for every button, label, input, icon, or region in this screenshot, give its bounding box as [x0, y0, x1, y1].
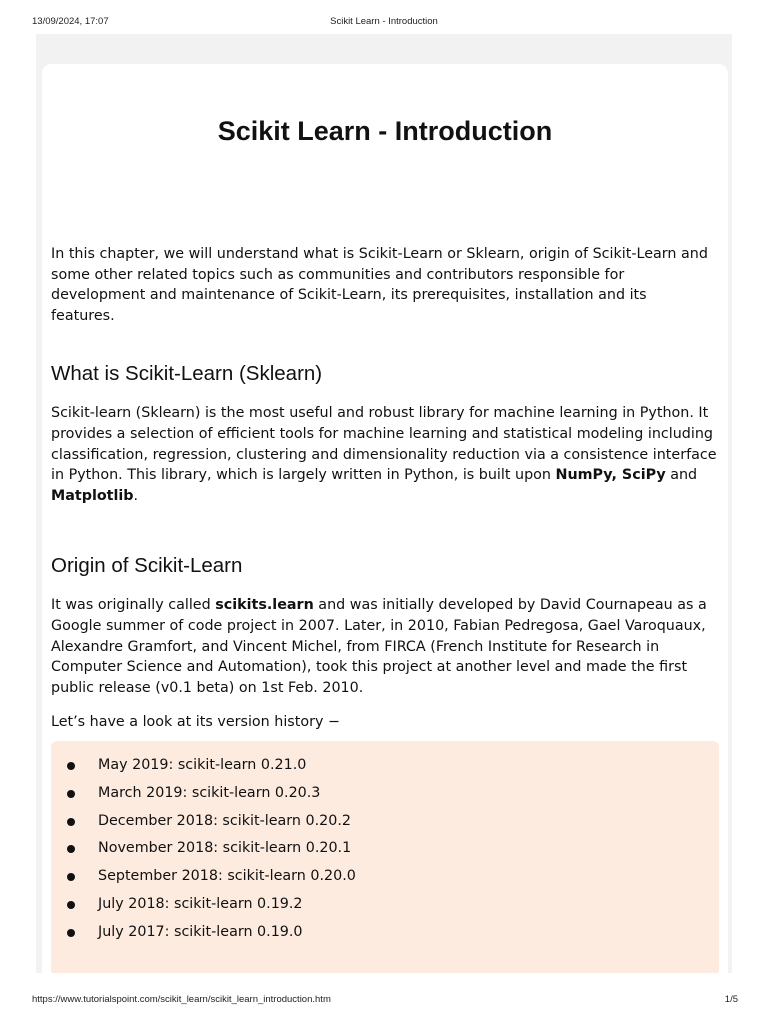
page-frame	[36, 34, 732, 973]
list-item	[51, 894, 356, 922]
print-header	[0, 16, 768, 30]
print-footer	[0, 994, 768, 1008]
section-heading-what-is: What is Scikit-Learn (Sklearn)	[51, 362, 323, 386]
bold-numpy-scipy: NumPy, SciPy	[555, 467, 666, 484]
intro-paragraph: In this chapter, we will understand what is Scikit-Learn or Sklearn, origin of Scikit-Learn and some other related topics such as communities and contributors responsible for development and maintenance of Scikit-Learn, its prerequisites, installation and its features.	[51, 246, 708, 324]
print-page-number: 1/5	[724, 994, 738, 1005]
origin-paragraph	[51, 595, 723, 698]
version-text: July 2018: scikit-learn 0.19.2	[98, 895, 303, 912]
bullet-icon	[67, 845, 75, 853]
list-item	[51, 866, 356, 894]
bullet-icon	[67, 790, 75, 798]
bullet-icon	[67, 762, 75, 770]
list-item	[51, 783, 356, 811]
version-text: March 2019: scikit-learn 0.20.3	[98, 784, 321, 801]
bold-scikits-learn: scikits.learn	[215, 597, 314, 614]
list-item	[51, 811, 356, 839]
print-datetime: 13/09/2024, 17:07	[32, 16, 109, 27]
origin-text-rest: and was initially developed by David Cournapeau as a Google summer of code project in 2007. Later, in 2010, Fabian Pedregosa, Gael Varoquaux, Alexandre Gramfort, and Vincent Michel, from FIRCA (French Institute for Research in Computer Science and Automation), took this project at another level and made the first public release (v0.1 beta) on 1st Feb. 2010.	[51, 597, 707, 696]
version-text: July 2017: scikit-learn 0.19.0	[98, 923, 303, 940]
bullet-icon	[67, 818, 75, 826]
version-text: November 2018: scikit-learn 0.20.1	[98, 840, 352, 857]
version-history-lead: Let’s have a look at its version history −	[51, 714, 340, 731]
bullet-icon	[67, 929, 75, 937]
what-is-text: Scikit-learn (Sklearn) is the most useful and robust library for machine learning in Python. It provides a selection of efficient tools for machine learning and statistical modeling including classification, regression, clustering and dimensionality reduction via a consistence interface in Python. This library, which is largely written in Python, is built upon	[51, 405, 717, 484]
bullet-icon	[67, 873, 75, 881]
bold-matplotlib: Matplotlib	[51, 487, 134, 504]
version-text: May 2019: scikit-learn 0.21.0	[98, 757, 307, 773]
article-card	[42, 64, 728, 973]
list-item	[51, 922, 356, 950]
what-is-end: .	[133, 487, 139, 504]
what-is-paragraph	[51, 403, 721, 506]
version-history-box	[51, 741, 719, 973]
version-text: December 2018: scikit-learn 0.20.2	[98, 812, 351, 829]
section-heading-origin: Origin of Scikit-Learn	[51, 554, 243, 578]
page-title: Scikit Learn - Introduction	[217, 116, 553, 146]
list-item	[51, 755, 356, 783]
what-is-and: and	[665, 467, 698, 484]
version-list	[51, 755, 356, 950]
article-body	[51, 244, 721, 733]
origin-text-start: It was originally called	[51, 597, 216, 614]
bullet-icon	[67, 901, 75, 909]
version-text: September 2018: scikit-learn 0.20.0	[98, 868, 356, 885]
print-page-title: Scikit Learn - Introduction	[330, 16, 438, 27]
print-url: https://www.tutorialspoint.com/scikit_learn/scikit_learn_introduction.htm	[32, 994, 331, 1005]
list-item	[51, 838, 356, 866]
